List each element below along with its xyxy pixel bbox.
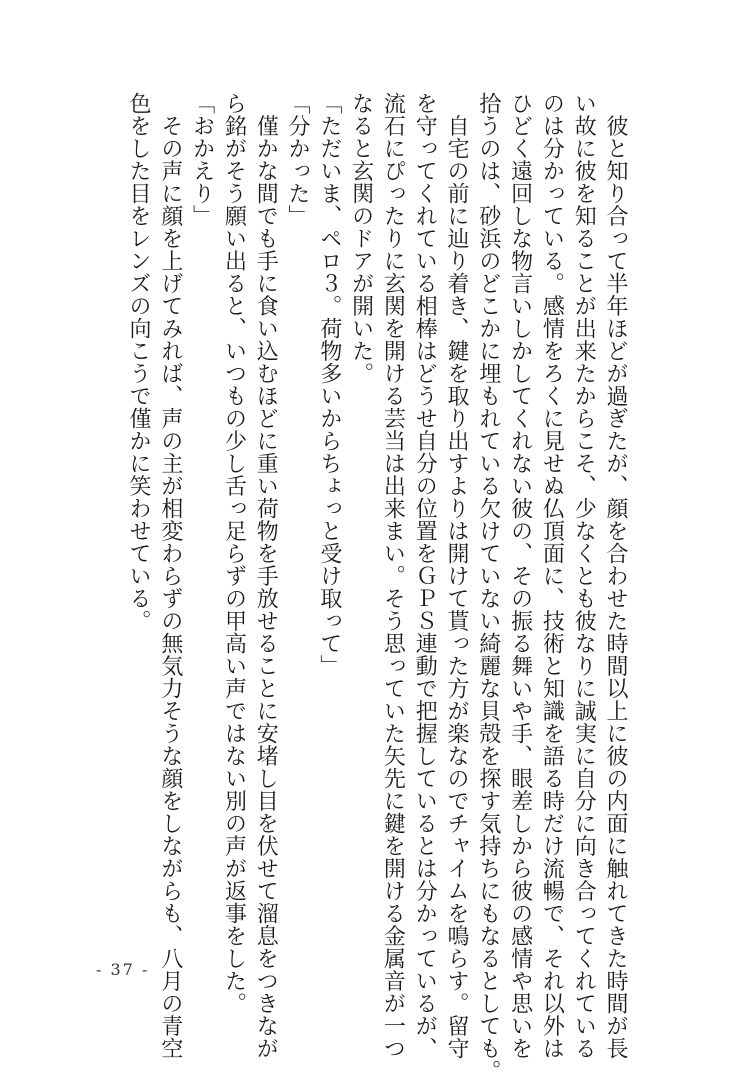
dialogue-line: 「おかえり」 [189, 92, 215, 227]
text-line: ひどく遠回しな物言いしかしてくれない彼の、その振る舞いや手、眼差しから彼の感情や思いを [507, 92, 533, 1060]
dialogue-line: 「分かった」 [285, 92, 311, 227]
text-line: なると玄関のドアが開いた。 [348, 92, 374, 385]
dialogue-line: 「ただいま、ペロ３。荷物多いからちょっと受け取って」 [316, 92, 342, 677]
text-line: 色をした目をレンズの向こうで僅かに笑わせている。 [126, 92, 152, 632]
text-line: を守ってくれている相棒はどうせ自分の位置をＧＰＳ連動で把握しているとは分かっているが、 [412, 92, 438, 1060]
text-line: 僅かな間でも手に食い込むほどに重い荷物を手放せることに安堵し目を伏せて溜息をつきなが [253, 92, 279, 1060]
text-line: 流石にぴったりに玄関を開ける芸当は出来まい。そう思っていた矢先に鍵を開ける金属音が一つ [380, 92, 406, 1060]
text-line: ら銘がそう願い出ると、いつもの少し舌っ足らずの甲高い声ではない別の声が返事をした。 [221, 92, 247, 1015]
text-line: 拾うのは、砂浜のどこかに埋もれている欠けていない綺麗な貝殻を探す気持ちにもなるとしても。 [475, 92, 501, 1082]
text-line: い故に彼を知ることが出来たからこそ、少なくとも彼なりに誠実に自分に向き合ってくれている [571, 92, 597, 1060]
text-line: 自宅の前に辿り着き、鍵を取り出すよりは開けて貰った方が楽なのでチャイムを鳴らす。留守 [444, 92, 470, 1060]
page-number: - 37 - [96, 960, 150, 979]
text-line: その声に顔を上げてみれば、声の主が相変わらずの無気力そうな顔をしながらも、八月の青空 [157, 92, 183, 1060]
text-line: 彼と知り合って半年ほどが過ぎたが、顔を合わせた時間以上に彼の内面に触れてきた時間が長 [603, 92, 628, 1060]
text-line: のは分かっている。感情をろくに見せぬ仏頂面に、技術と知識を語る時だけ流暢で、それ以外は [539, 92, 565, 1060]
